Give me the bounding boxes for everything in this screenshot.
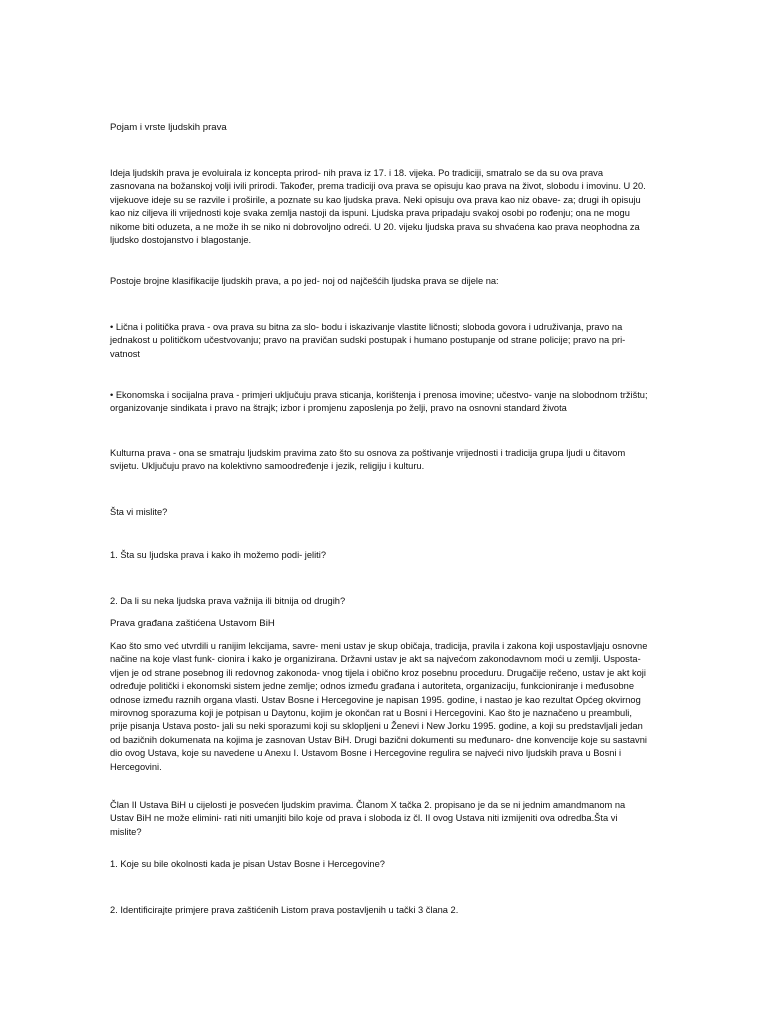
question-4: 2. Identificirajte primjere prava zaštićenih Listom prava postavljenih u tački 3 člana 2. [110, 905, 459, 915]
paragraph-intro: Ideja ljudskih prava je evoluirala iz koncepta prirod- nih prava iz 17. i 18. vijeka. Po tradiciji, smatralo se da su ova prava zasnovana na božanskoj volji ivili prirodi. Također, prema tradiciji ova prava se opisuju kao prava na život, slobodu i imovinu. U 20. vijekuove ideje su se razvile i proširile, a poznate su kao ljudska prava. Neki opisuju ova prava kao niz obave- za; drugi ih opisuju kao niz ciljeva ili vrijednosti koje svaka zemlja nastoji da ispuni. Ljudska prava pripadaju svakoj osobi po rođenju; ona ne mogu nikome biti oduzeta, a ne može ih se niko ni dobrovoljno odreći. U 20. vijeku ljudska prava su shvaćena kao prava neophodna za ljudsko dostojanstvo i blagostanje. [110, 168, 646, 246]
paragraph-classification: Postoje brojne klasifikacije ljudskih prava, a po jed- noj od najčešćih ljudska prava se dijele na: [110, 276, 499, 286]
paragraph-article-ii: Član II Ustava BiH u cijelosti je posvećen ljudskim pravima. Članom X tačka 2. propisano je da se ni jednim amandmanom na Ustav BiH ne može elimini- rati niti umanjiti bilo koje od prava i sloboda iz čl. II ovog Ustava niti izmijeniti ova odredba.Šta vi mislite? [110, 800, 626, 837]
list-item-economic-social: • Ekonomska i socijalna prava - primjeri uključuju prava sticanja, korištenja i prenosa imovine; učestvo- vanje na slobodnom tržištu; organizovanje sindikata i pravo na štrajk; izbor i promjenu zaposlenja po želji, pravo na osnovni standard života [110, 390, 648, 414]
section-heading-constitution: Prava građana zaštićena Ustavom BiH [110, 618, 275, 629]
list-item-personal-political: • Lična i politička prava - ova prava su bitna za slo- bodu i iskazivanje vlastite ličnosti; sloboda govora i udruživanja, pravo na jednakost u političkom učestvovanju; pravo na pravičan sudski postupak i humano postupanje od strane policije; pravo na pri- vatnost [110, 322, 626, 359]
question-2: 2. Da li su neka ljudska prava važnija ili bitnija od drugih? [110, 596, 346, 606]
paragraph-cultural-rights: Kulturna prava - ona se smatraju ljudskim pravima zato što su osnova za poštivanje vrijednosti i tradicija grupa ljudi u čitavom svijetu. Uključuju pravo na kolektivno samoodređenje i jezik, religiju i kulturu. [110, 448, 626, 472]
paragraph-constitution: Kao što smo već utvrdili u ranijim lekcijama, savre- meni ustav je skup običaja, tradicija, pravila i zakona koji uspostavljaju osnovne načine na koje vlast funk- cionira i kako je organizirana. Državni ustav je akt sa najvećom zakonodavnom moći u zemlji. Usposta- vljen je od strane posebnog ili redovnog zakonoda- vnog tijela i obično kroz posebnu proceduru. Drugačije rečeno, ustav je akt koji određuje politički i ekonomski sistem jedne zemlje; odnos između građana i autoriteta, organizaciju, funkcioniranje i međusobne odnose između raznih organa vlasti. Ustav Bosne i Hercegovine je napisan 1995. godine, i nastao je kao rezultat Općeg okvirnog mirovnog sporazuma koji je potpisan u Daytonu, kojim je okončan rat u Bosni i Hercegovini. Kao što je naznačeno u preambuli, prije pisanja Ustava posto- jali su neki sporazumi koji su sklopljeni u Ženevi i New Jorku 1995. godine, a koji su predstavljali jedan od bazičnih dokumenata na kojima je zasnovan Ustav BiH. Drugi bazični dokumenti su međunaro- dne konvencije koje su sastavni dio ovog Ustava, koje su navedene u Anexu I. Ustavom Bosne i Hercegovine regulira se najveći nivo ljudskih prava u Bosni i Hercegovini. [110, 641, 648, 772]
page-title: Pojam i vrste ljudskih prava [110, 122, 227, 133]
question-3: 1. Koje su bile okolnosti kada je pisan Ustav Bosne i Hercegovine? [110, 859, 385, 869]
question-heading: Šta vi mislite? [110, 507, 168, 517]
question-1: 1. Šta su ljudska prava i kako ih možemo podi- jeliti? [110, 550, 326, 560]
